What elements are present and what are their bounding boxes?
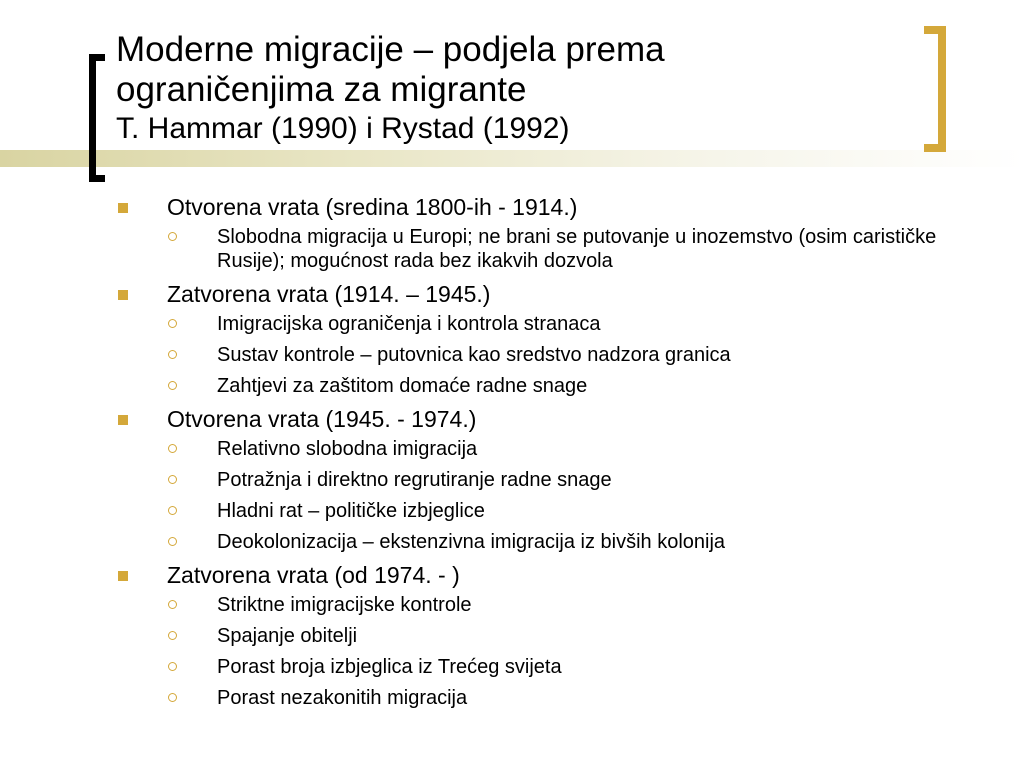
bullet-list <box>0 193 1024 717</box>
sub-bullet-text: Deokolonizacija – ekstenzivna imigracija iz bivših kolonija <box>217 531 726 553</box>
sub-bullet-text: Striktne imigracijske kontrole <box>217 594 472 616</box>
sub-bullet <box>0 374 1024 398</box>
sub-bullet-text: Porast nezakonitih migracija <box>217 687 468 709</box>
section-heading-text: Otvorena vrata (1945. - 1974.) <box>167 406 477 432</box>
circle-bullet-icon <box>168 693 177 702</box>
sub-bullet <box>0 686 1024 710</box>
right-bracket-decoration <box>924 26 946 152</box>
sub-bullet <box>0 343 1024 367</box>
sub-bullet <box>0 530 1024 554</box>
sub-bullet <box>0 312 1024 336</box>
square-bullet-icon <box>118 290 128 300</box>
sub-bullet-text: Imigracijska ograničenja i kontrola stranaca <box>217 313 601 335</box>
circle-bullet-icon <box>168 662 177 671</box>
circle-bullet-icon <box>168 631 177 640</box>
sub-bullet <box>0 437 1024 461</box>
section-heading-text: Zatvorena vrata (1914. – 1945.) <box>167 281 491 307</box>
section-heading-text: Zatvorena vrata (od 1974. - ) <box>167 562 460 588</box>
section-heading <box>0 193 1024 221</box>
circle-bullet-icon <box>168 319 177 328</box>
circle-bullet-icon <box>168 537 177 546</box>
sub-bullet <box>0 624 1024 648</box>
sub-bullet <box>0 225 1024 273</box>
sub-bullet-text: Sustav kontrole – putovnica kao sredstvo nadzora granica <box>217 344 731 366</box>
square-bullet-icon <box>118 415 128 425</box>
sub-bullet-text: Spajanje obitelji <box>217 625 358 647</box>
sub-bullet-text: Relativno slobodna imigracija <box>217 438 478 460</box>
sub-bullet-text: Hladni rat – političke izbjeglice <box>217 500 485 522</box>
square-bullet-icon <box>118 203 128 213</box>
circle-bullet-icon <box>168 600 177 609</box>
sub-bullet <box>0 499 1024 523</box>
square-bullet-icon <box>118 571 128 581</box>
circle-bullet-icon <box>168 350 177 359</box>
title-line-1: Moderne migracije – podjela prema <box>116 30 665 69</box>
title-line-2: ograničenjima za migrante <box>116 70 527 109</box>
sub-bullet-text: Zahtjevi za zaštitom domaće radne snage <box>217 375 588 397</box>
section-heading-text: Otvorena vrata (sredina 1800-ih - 1914.) <box>167 194 578 220</box>
section-heading <box>0 561 1024 589</box>
sub-bullet <box>0 655 1024 679</box>
sub-bullet-text: Porast broja izbjeglica iz Trećeg svijeta <box>217 656 562 678</box>
left-bracket-decoration <box>89 54 105 182</box>
sub-bullet-text: Slobodna migracija u Europi; ne brani se putovanje u inozemstvo (osim carističke Rusije); mogućnost rada bez ikakvih dozvola <box>217 226 937 272</box>
circle-bullet-icon <box>168 475 177 484</box>
title-gradient-band <box>0 150 1024 167</box>
title-subtitle: T. Hammar (1990) i Rystad (1992) <box>116 112 570 145</box>
sub-bullet-text: Potražnja i direktno regrutiranje radne snage <box>217 469 612 491</box>
slide-title <box>116 30 916 148</box>
circle-bullet-icon <box>168 232 177 241</box>
section-heading <box>0 405 1024 433</box>
circle-bullet-icon <box>168 506 177 515</box>
circle-bullet-icon <box>168 444 177 453</box>
circle-bullet-icon <box>168 381 177 390</box>
sub-bullet <box>0 468 1024 492</box>
sub-bullet <box>0 593 1024 617</box>
section-heading <box>0 280 1024 308</box>
